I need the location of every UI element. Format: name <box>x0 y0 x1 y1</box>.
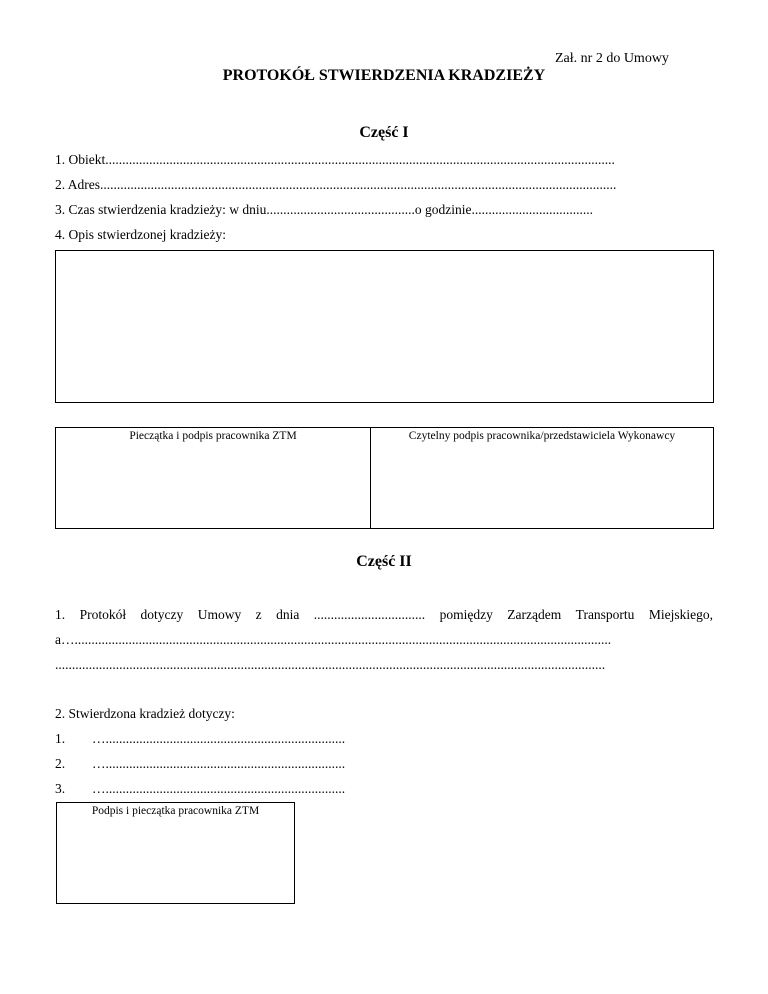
contract-word: Transportu <box>575 607 635 622</box>
theft-item-number: 1. <box>55 731 66 746</box>
contract-word: dnia <box>276 607 300 622</box>
part2-heading: Część II <box>356 553 412 570</box>
contract-party-line: a…............................................................................................................................................................... <box>55 632 612 647</box>
theft-description-box <box>55 250 714 403</box>
object-line: 1. Obiekt....................................................................................................................................................... <box>55 152 615 167</box>
theft-item-row <box>55 731 395 751</box>
contract-word: Zarządem <box>507 607 562 622</box>
part2-ztm-signature-label: Podpis i pieczątka pracownika ZTM <box>91 805 260 817</box>
signature-table <box>55 427 714 529</box>
theft-item-number: 2. <box>55 756 66 771</box>
theft-time-line: 3. Czas stwierdzenia kradzieży: w dniu............................................o godzinie.................................... <box>55 202 594 217</box>
contract-word: Umowy <box>197 607 242 622</box>
document-title: PROTOKÓŁ STWIERDZENIA KRADZIEŻY <box>222 67 546 84</box>
contract-date-dots: ................................. <box>313 607 426 622</box>
contractor-signature-label: Czytelny podpis pracownika/przedstawiciela Wykonawcy <box>408 430 676 442</box>
contract-word: z <box>255 607 262 622</box>
contract-line <box>55 607 713 623</box>
theft-item-row <box>55 756 395 776</box>
contract-word: Protokół <box>79 607 127 622</box>
theft-item-number: 3. <box>55 781 66 796</box>
part2-ztm-signature-box <box>56 802 295 904</box>
theft-items-label: 2. Stwierdzona kradzież dotyczy: <box>55 706 235 721</box>
contract-word: 1. <box>55 607 66 622</box>
contract-word: dotyczy <box>140 607 184 622</box>
contract-word: Miejskiego, <box>648 607 713 622</box>
theft-item-row <box>55 781 395 801</box>
theft-description-label: 4. Opis stwierdzonej kradzieży: <box>55 227 226 242</box>
ztm-signature-cell <box>56 428 371 528</box>
theft-item-dots: …....................................................................... <box>92 731 346 746</box>
theft-item-dots: …....................................................................... <box>92 756 346 771</box>
contract-word: pomiędzy <box>439 607 493 622</box>
contractor-signature-cell <box>371 428 713 528</box>
address-line: 2. Adres......................................................................................................................................................... <box>55 177 617 192</box>
contract-continuation-line: ................................................................................................................................................................... <box>55 657 606 672</box>
theft-item-dots: …....................................................................... <box>92 781 346 796</box>
annex-label: Zał. nr 2 do Umowy <box>555 51 669 66</box>
ztm-signature-label: Pieczątka i podpis pracownika ZTM <box>129 430 297 442</box>
part1-heading: Część I <box>359 124 409 141</box>
